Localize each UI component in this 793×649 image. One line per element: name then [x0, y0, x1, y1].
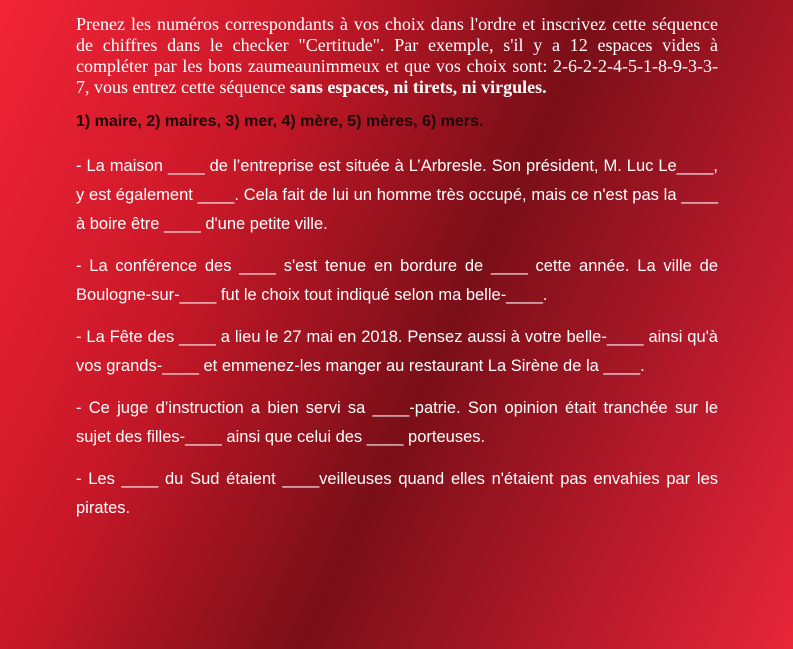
instructions-text: Prenez les numéros correspondants à vos choix dans l'ordre et inscrivez cette séquence de chiffres dans le checker "Certitude". Par exemple, s'il y a 12 espaces vides à compléter par les bons zaumeaunimmeux et que vos choix sont: 2-6-2-2-4-5-1-8-9-3-3-7, vous entrez cette séquence [76, 14, 718, 97]
exercise-sentence-4: - Ce juge d’instruction a bien servi sa ____-patrie. Son opinion était tranchée sur le sujet des filles-____ ainsi que celui des ____ porteuses. [76, 399, 718, 446]
instructions-bold: sans espaces, ni tirets, ni virgules. [289, 77, 547, 97]
exercise-sentence-5: - Les ____ du Sud étaient ____veilleuses quand elles n'étaient pas envahies par les pirates. [76, 470, 718, 517]
exercise-sentence-2: - La conférence des ____ s'est tenue en bordure de ____ cette année. La ville de Boulogne-sur-____ fut le choix tout indiqué selon ma belle-____. [76, 257, 718, 304]
exercise-sentence-3: - La Fête des ____ a lieu le 27 mai en 2018. Pensez aussi à votre belle-____ ainsi qu'à vos grands-____ et emmenez-les manger au restaurant La Sirène de la ____. [76, 328, 718, 375]
choices-list: 1) maire, 2) maires, 3) mer, 4) mère, 5) mères, 6) mers. [76, 113, 484, 130]
exercise-sentence-1: - La maison ____ de l’entreprise est située à L’Arbresle. Son président, M. Luc Le____, y est également ____. Cela fait de lui un homme très occupé, mais ce n'est pas la ____ à boire être ____ d'une petite ville. [76, 157, 718, 233]
instructions-paragraph [76, 14, 718, 98]
